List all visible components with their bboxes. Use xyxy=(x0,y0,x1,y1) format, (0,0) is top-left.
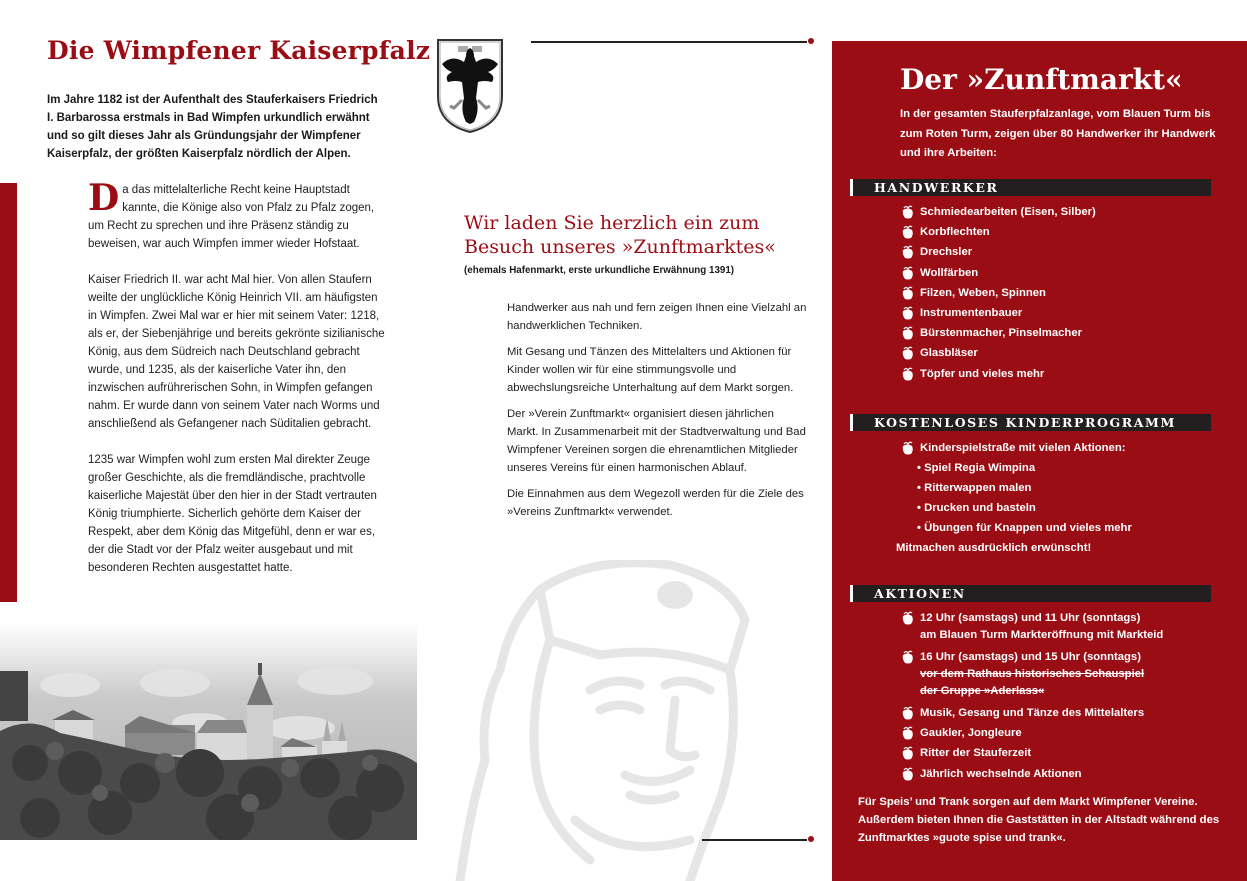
invitation-title-line-2: Besuch unseres »Zunftmarktes« xyxy=(464,236,776,258)
aktion-time: 12 Uhr (samstags) und 11 Uhr (sonntags) xyxy=(920,612,1141,624)
dropcap: D xyxy=(88,177,120,219)
list-item-text: Korbflechten xyxy=(920,226,990,239)
aktion-description-struck: vor dem Rathaus historisches Schauspiel xyxy=(920,668,1145,680)
apple-bullet-icon xyxy=(900,326,916,340)
list-item xyxy=(900,285,1230,305)
bottom-divider-ornament xyxy=(808,836,814,842)
list-item-text: Filzen, Weben, Spinnen xyxy=(920,286,1046,299)
list-item xyxy=(900,265,1230,285)
castle-photo xyxy=(0,623,417,840)
list-item-text: Kinderspielstraße mit vielen Aktionen: xyxy=(920,442,1126,454)
list-item xyxy=(900,345,1230,365)
list-item-text: Bürstenmacher, Pinselmacher xyxy=(920,327,1082,340)
apple-bullet-icon xyxy=(900,611,916,625)
section-heading: HANDWERKER xyxy=(874,180,999,195)
list-item xyxy=(900,366,1230,386)
apple-bullet-icon xyxy=(900,286,916,300)
apple-bullet-icon xyxy=(900,367,916,381)
invitation-title-line-1: Wir laden Sie herzlich ein zum xyxy=(464,212,760,234)
list-item-text: Instrumentenbauer xyxy=(920,306,1023,319)
section-heading: AKTIONEN xyxy=(874,586,966,601)
list-item-text xyxy=(920,610,1163,644)
list-item-text: Musik, Gesang und Tänze des Mittelalters xyxy=(920,707,1145,719)
list-item-text xyxy=(920,649,1144,700)
section-header-kinderprogramm xyxy=(850,414,1211,431)
apple-bullet-icon xyxy=(900,746,916,760)
handwerker-list xyxy=(900,204,1230,386)
kinder-note: Mitmachen ausdrücklich erwünscht! xyxy=(896,542,1092,555)
apple-bullet-icon xyxy=(900,245,916,259)
invitation-paragraph: Die Einnahmen aus dem Wegezoll werden für die Ziele des »Vereins Zunftmarkt« verwendet. xyxy=(507,488,804,518)
aktion-description-struck: der Gruppe »Aderlass« xyxy=(920,685,1045,697)
invitation-title xyxy=(464,211,804,259)
apple-bullet-icon xyxy=(900,225,916,239)
list-item-text: Ritter der Stauferzeit xyxy=(920,747,1032,760)
aktionen-list xyxy=(900,610,1230,786)
list-item xyxy=(900,224,1230,244)
invitation-paragraph: Der »Verein Zunftmarkt« organisiert diesen jährlichen Markt. In Zusammenarbeit mit der Stadtverwaltung und Bad Wimpfener Vereinen sorgen die ehrenamtlichen Mitglieder unseres Vereins für einen harmonischen Ablauf. xyxy=(507,408,806,474)
invitation-paragraph: Mit Gesang und Tänzen des Mittelalters und Aktionen für Kinder wollen wir für eine stimmungsvolle und abwechslungsreiche Unterhaltung auf dem Markt sorgen. xyxy=(507,346,794,394)
left-accent-bar xyxy=(0,183,17,602)
top-divider-line xyxy=(531,41,807,43)
medieval-portrait-illustration xyxy=(440,560,780,881)
left-intro: Im Jahre 1182 ist der Aufenthalt des Stauferkaisers Friedrich I. Barbarossa erstmals in Bad Wimpfen urkundlich erwähnt und so gilt dieses Jahr als Gründungsjahr der Wimpfener Kaiserpfalz, der größten Kaiserpfalz nördlich der Alpen. xyxy=(47,94,378,160)
aktion-description: am Blauen Turm Markteröffnung mit Markteid xyxy=(920,629,1164,641)
list-item xyxy=(900,305,1230,325)
apple-bullet-icon xyxy=(900,441,916,455)
list-item xyxy=(900,610,1230,644)
list-item-text: Drechsler xyxy=(920,246,973,259)
zunftmarkt-panel xyxy=(832,41,1247,881)
zunftmarkt-intro: In der gesamten Stauferpfalzanlage, vom Blauen Turm bis zum Roten Turm, zeigen über 80 Handwerker ihr Handwerk und ihre Arbeiten: xyxy=(900,108,1216,159)
invitation-body xyxy=(507,299,807,529)
top-divider-ornament xyxy=(808,38,814,44)
sub-item: • Drucken und basteln xyxy=(917,502,1036,515)
list-item xyxy=(900,705,1230,725)
zunftmarkt-title: Der »Zunftmarkt« xyxy=(900,63,1183,96)
list-item xyxy=(900,325,1230,345)
left-paragraph-1-text: a das mittelalterliche Recht keine Hauptstadt kannte, die Könige also von Pfalz zu Pfalz zogen, um Recht zu sprechen und ihre Präsenz ständig zu beweisen, war auch Wimpfen immer wieder Hofstaat. xyxy=(88,184,375,250)
list-item-text: Gaukler, Jongleure xyxy=(920,727,1022,740)
list-item-text: Töpfer und vieles mehr xyxy=(920,367,1045,380)
section-header-aktionen xyxy=(850,585,1211,602)
section-header-handwerker xyxy=(850,179,1211,196)
apple-bullet-icon xyxy=(900,650,916,664)
list-item-text: Schmiedearbeiten (Eisen, Silber) xyxy=(920,206,1096,218)
sub-item: • Übungen für Knappen und vieles mehr xyxy=(917,522,1132,535)
apple-bullet-icon xyxy=(900,306,916,320)
apple-bullet-icon xyxy=(900,767,916,781)
list-item xyxy=(900,440,1230,460)
left-title: Die Wimpfener Kaiserpfalz xyxy=(47,36,431,65)
list-item xyxy=(900,745,1230,765)
catering-note: Für Speis’ und Trank sorgen auf dem Markt Wimpfener Vereine. Außerdem bieten Ihnen die Gaststätten in der Altstadt während des Zunftmarktes »guote spise und trank«. xyxy=(858,796,1220,844)
apple-bullet-icon xyxy=(900,346,916,360)
left-paragraph-1 xyxy=(88,177,388,253)
apple-bullet-icon xyxy=(900,205,916,219)
sub-item: • Ritterwappen malen xyxy=(917,482,1032,495)
kinderprogramm-list xyxy=(896,440,1230,560)
apple-bullet-icon xyxy=(900,726,916,740)
apple-bullet-icon xyxy=(900,706,916,720)
invitation-subtitle: (ehemals Hafenmarkt, erste urkundliche Erwähnung 1391) xyxy=(464,265,735,276)
bottom-divider-line xyxy=(702,839,807,841)
left-body xyxy=(88,177,388,595)
eagle-coat-of-arms-icon xyxy=(436,38,504,134)
list-item-text: Wollfärben xyxy=(920,266,979,279)
aktion-time: 16 Uhr (samstags) und 15 Uhr (sonntags) xyxy=(920,651,1141,663)
list-item xyxy=(900,244,1230,264)
apple-bullet-icon xyxy=(900,266,916,280)
section-heading: KOSTENLOSES KINDERPROGRAMM xyxy=(874,415,1176,430)
list-item xyxy=(900,649,1230,700)
left-paragraph-3: 1235 war Wimpfen wohl zum ersten Mal direkter Zeuge großer Geschichte, als die fremdländische, prachtvolle kaiserliche Majestät über den hier in der Stadt vertrauten König triumphierte. Sicherlich gehörte dem Kaiser der Respekt, aber dem König das Mitgefühl, denn er war es, der die Stadt vor der Pfalz weiter ausgebaut und mit besonderen Rechten ausgestattet hatte. xyxy=(88,454,377,574)
left-paragraph-2: Kaiser Friedrich II. war acht Mal hier. Von allen Staufern weilte der unglückliche König Heinrich VII. am häufigsten in Wimpfen. Zwei Mal war er hier mit seinem Vater: 1218, als er, der Siebenjährige und bereits gekrönte sizilianische König, aus dem Südreich nach Deutschland gebracht wurde, und 1235, als der kaiserliche Vater ihn, den inzwischen aufrührerischen Sohn, in Wimpfen gefangen nahm. Er wurde dann von seinem Vater nach Worms und anschließend als Gefangener nach Süditalien gebracht. xyxy=(88,274,385,430)
list-item xyxy=(900,204,1230,224)
list-item-text: Jährlich wechselnde Aktionen xyxy=(920,767,1082,780)
list-item xyxy=(900,725,1230,745)
invitation-paragraph: Handwerker aus nah und fern zeigen Ihnen eine Vielzahl an handwerklichen Techniken. xyxy=(507,302,807,332)
list-item xyxy=(900,766,1230,786)
list-item-text: Glasbläser xyxy=(920,347,978,360)
sub-item: • Spiel Regia Wimpina xyxy=(917,462,1036,475)
